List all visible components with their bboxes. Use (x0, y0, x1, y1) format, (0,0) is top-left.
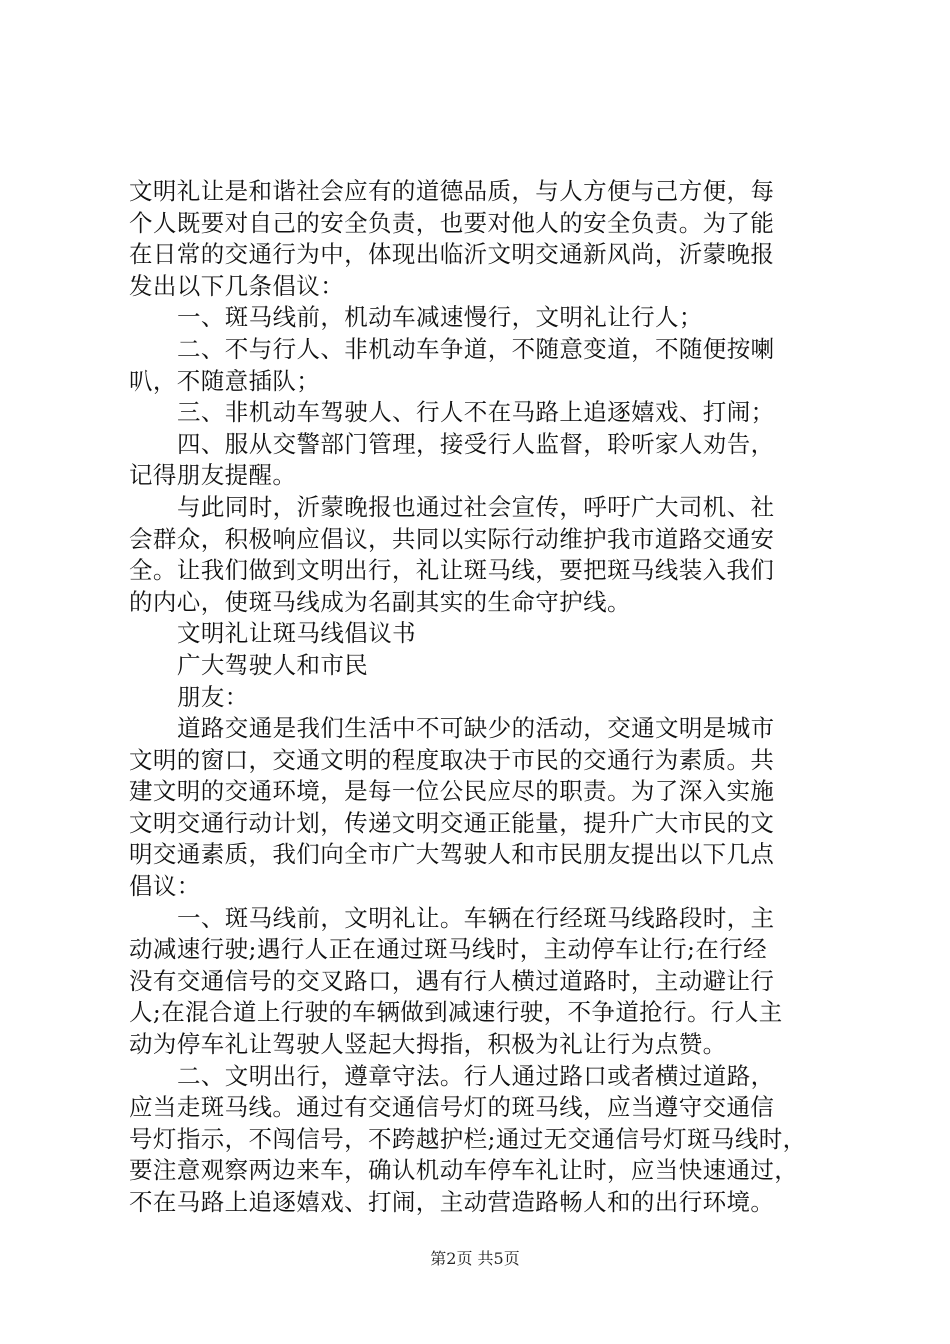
text-line: 四、服从交警部门管理，接受行人监督，聆听家人劝告， (177, 429, 775, 458)
text-line: 一、斑马线前，机动车减速慢行，文明礼让行人； (177, 303, 703, 332)
text-line: 记得朋友提醒。 (129, 461, 297, 490)
text-line: 一、斑马线前，文明礼让。车辆在行经斑马线路段时，主 (177, 903, 775, 932)
text-line: 文明礼让是和谐社会应有的道德品质，与人方便与己方便，每 (129, 177, 775, 205)
text-line: 三、非机动车驾驶人、行人不在马路上追逐嬉戏、打闹； (177, 398, 775, 427)
text-line: 倡议： (129, 872, 201, 901)
text-line: 人;在混合道上行驶的车辆做到减速行驶，不争道抢行。行人主 (129, 998, 783, 1027)
text-line: 全。让我们做到文明出行，礼让斑马线，要把斑马线装入我们 (129, 556, 775, 585)
text-line: 与此同时，沂蒙晚报也通过社会宣传，呼吁广大司机、社 (177, 492, 775, 521)
text-line: 的内心，使斑马线成为名副其实的生命守护线。 (129, 587, 631, 616)
page-number-label: 第2页 共5页 (430, 1249, 520, 1268)
text-line: 号灯指示，不闯信号，不跨越护栏;通过无交通信号灯斑马线时， (129, 1124, 807, 1153)
text-line: 会群众，积极响应倡议，共同以实际行动维护我市道路交通安 (129, 524, 775, 553)
text-line: 个人既要对自己的安全负责，也要对他人的安全负责。为了能 (129, 208, 775, 237)
text-line: 广大驾驶人和市民 (177, 650, 369, 679)
text-line: 文明礼让斑马线倡议书 (177, 619, 416, 648)
text-line: 应当走斑马线。通过有交通信号灯的斑马线，应当遵守交通信 (129, 1093, 775, 1122)
text-line: 建文明的交通环境，是每一位公民应尽的职责。为了深入实施 (129, 777, 775, 806)
text-line: 没有交通信号的交叉路口，遇有行人横过道路时，主动避让行 (129, 966, 775, 995)
text-line: 二、不与行人、非机动车争道，不随意变道，不随便按喇 (177, 334, 775, 363)
text-line: 动减速行驶;遇行人正在通过斑马线时，主动停车让行;在行经 (129, 935, 768, 964)
text-line: 要注意观察两边来车，确认机动车停车礼让时，应当快速通过， (129, 1156, 799, 1185)
page-footer (0, 1246, 950, 1269)
text-line: 明交通素质，我们向全市广大驾驶人和市民朋友提出以下几点 (129, 840, 775, 869)
text-line: 不在马路上追逐嬉戏、打闹，主动营造路畅人和的出行环境。 (129, 1188, 775, 1216)
text-line: 朋友： (177, 682, 249, 711)
text-line: 文明交通行动计划，传递文明交通正能量，提升广大市民的文 (129, 808, 775, 837)
text-line: 发出以下几条倡议： (129, 271, 345, 300)
text-line: 二、文明出行，遵章守法。行人通过路口或者横过道路， (177, 1061, 775, 1090)
text-line: 文明的窗口，交通文明的程度取决于市民的交通行为素质。共 (129, 745, 775, 774)
text-line: 动为停车礼让驾驶人竖起大拇指，积极为礼让行为点赞。 (129, 1030, 727, 1059)
text-line: 道路交通是我们生活中不可缺少的活动，交通文明是城市 (177, 714, 775, 743)
text-line: 在日常的交通行为中，体现出临沂文明交通新风尚，沂蒙晚报 (129, 240, 775, 269)
document-body (129, 176, 829, 1219)
text-line: 叭，不随意插队； (129, 366, 321, 395)
